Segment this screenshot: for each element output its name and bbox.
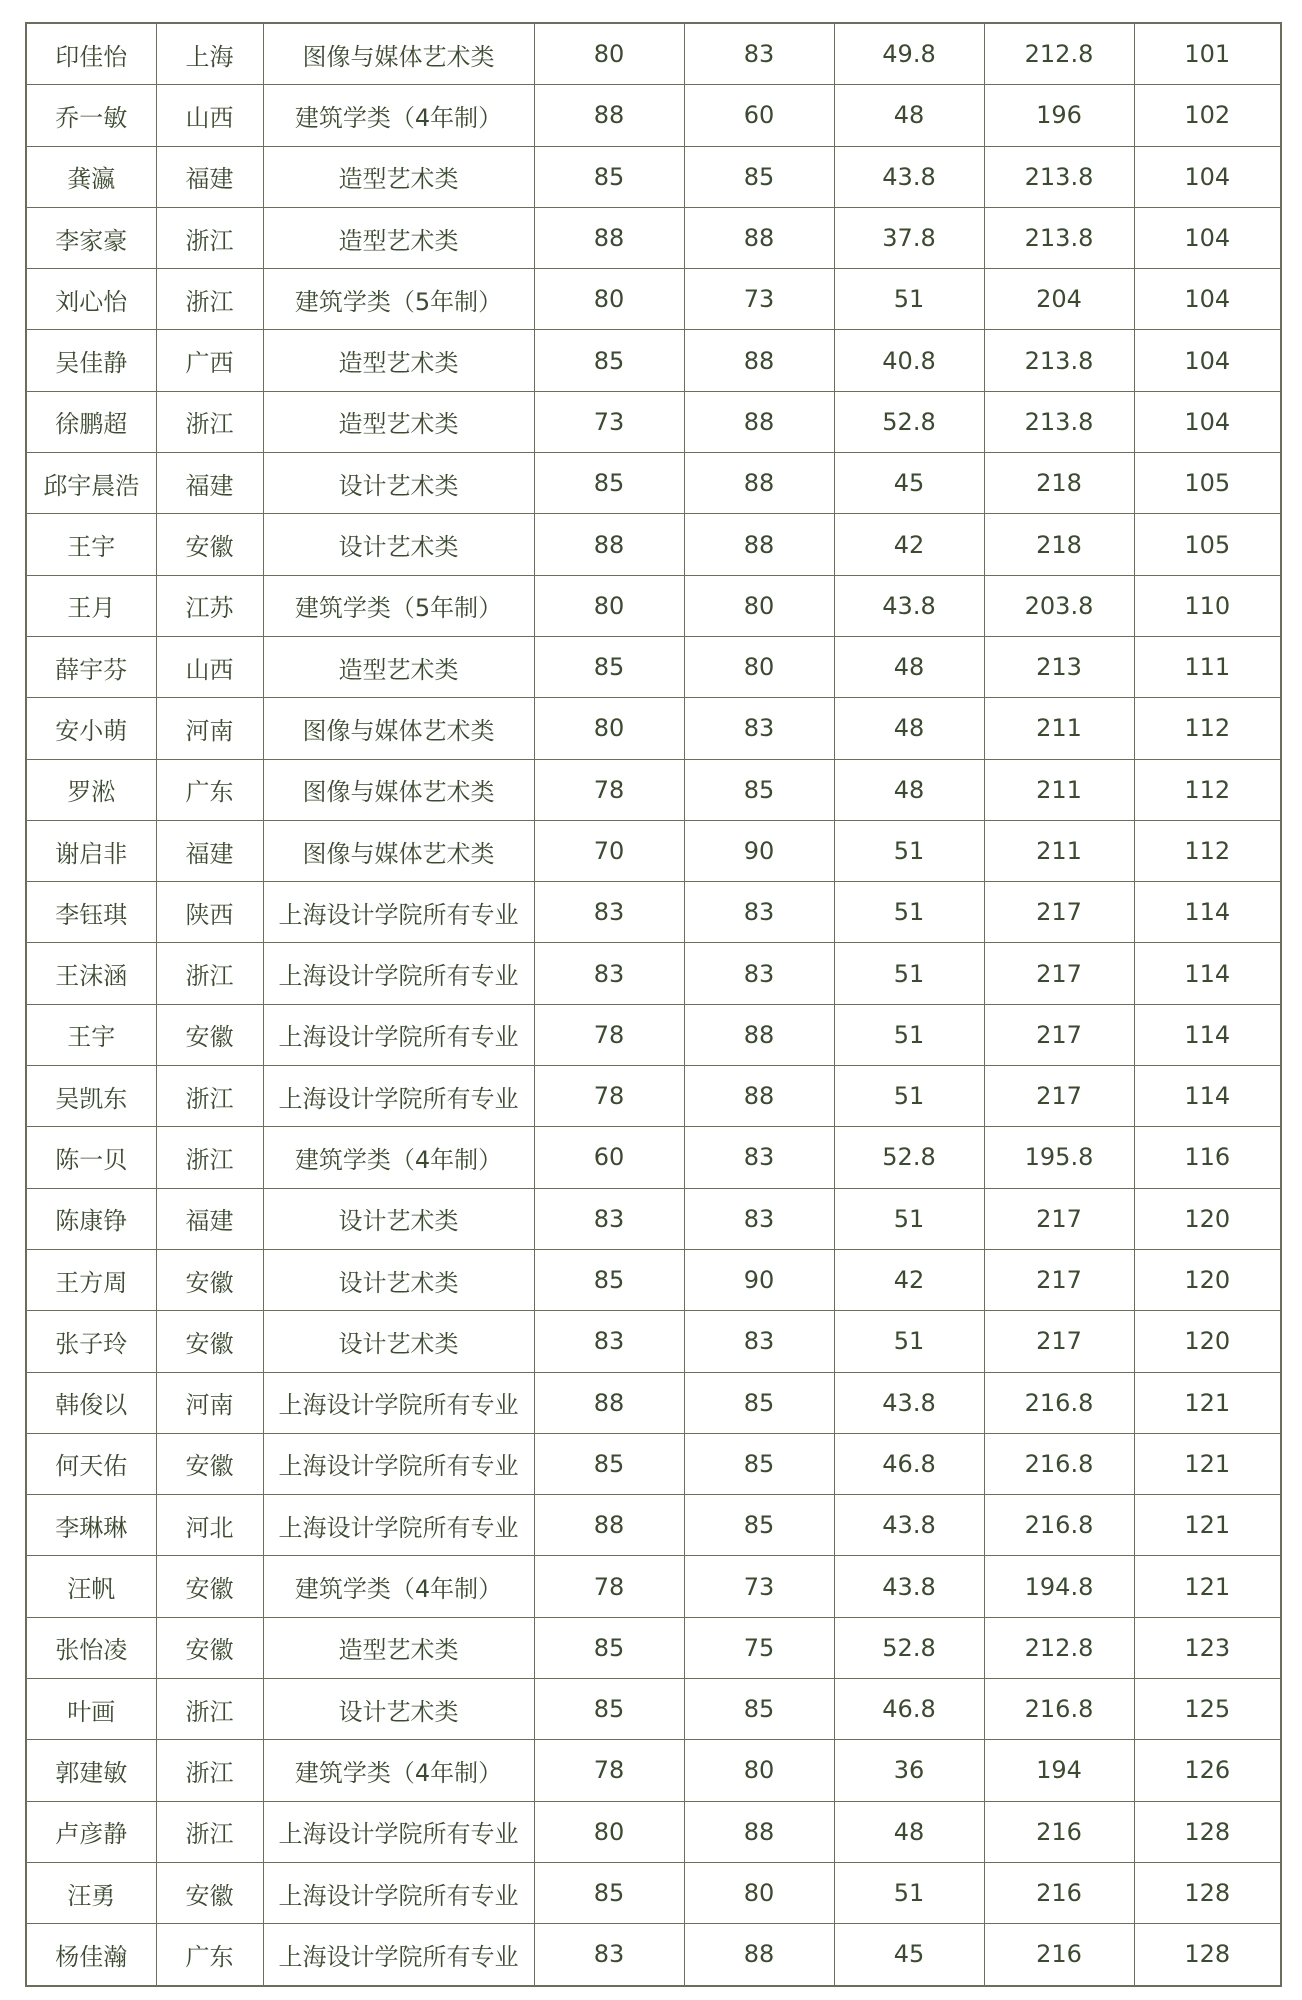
total-cell: 212.8 bbox=[984, 23, 1134, 85]
total-cell: 213.8 bbox=[984, 146, 1134, 207]
major-cell: 图像与媒体艺术类 bbox=[263, 820, 534, 881]
rank-cell: 110 bbox=[1134, 575, 1281, 636]
total-cell: 216 bbox=[984, 1924, 1134, 1986]
table-row bbox=[26, 1127, 1281, 1188]
name-cell: 张怡凌 bbox=[26, 1617, 156, 1678]
major-cell: 造型艺术类 bbox=[263, 146, 534, 207]
score-1-cell: 85 bbox=[534, 453, 684, 514]
major-cell: 上海设计学院所有专业 bbox=[263, 1372, 534, 1433]
table-row bbox=[26, 1433, 1281, 1494]
score-2-cell: 80 bbox=[684, 1862, 834, 1923]
rank-cell: 104 bbox=[1134, 330, 1281, 391]
province-cell: 福建 bbox=[156, 1188, 263, 1249]
major-cell: 设计艺术类 bbox=[263, 1249, 534, 1310]
name-cell: 龚瀛 bbox=[26, 146, 156, 207]
rank-cell: 121 bbox=[1134, 1495, 1281, 1556]
score-3-cell: 48 bbox=[834, 85, 984, 146]
table-row bbox=[26, 1188, 1281, 1249]
province-cell: 浙江 bbox=[156, 1127, 263, 1188]
major-cell: 建筑学类（5年制） bbox=[263, 575, 534, 636]
rank-cell: 121 bbox=[1134, 1433, 1281, 1494]
major-cell: 造型艺术类 bbox=[263, 207, 534, 268]
score-2-cell: 85 bbox=[684, 1679, 834, 1740]
table-row bbox=[26, 943, 1281, 1004]
province-cell: 安徽 bbox=[156, 1249, 263, 1310]
name-cell: 王沫涵 bbox=[26, 943, 156, 1004]
table-row bbox=[26, 330, 1281, 391]
province-cell: 安徽 bbox=[156, 1617, 263, 1678]
score-3-cell: 36 bbox=[834, 1740, 984, 1801]
province-cell: 安徽 bbox=[156, 1004, 263, 1065]
score-1-cell: 70 bbox=[534, 820, 684, 881]
province-cell: 陕西 bbox=[156, 882, 263, 943]
name-cell: 陈康铮 bbox=[26, 1188, 156, 1249]
table-row bbox=[26, 1679, 1281, 1740]
major-cell: 上海设计学院所有专业 bbox=[263, 882, 534, 943]
score-3-cell: 52.8 bbox=[834, 1617, 984, 1678]
score-2-cell: 88 bbox=[684, 1924, 834, 1986]
score-2-cell: 88 bbox=[684, 514, 834, 575]
table-row bbox=[26, 1066, 1281, 1127]
score-3-cell: 46.8 bbox=[834, 1679, 984, 1740]
major-cell: 上海设计学院所有专业 bbox=[263, 1924, 534, 1986]
rank-cell: 112 bbox=[1134, 820, 1281, 881]
name-cell: 韩俊以 bbox=[26, 1372, 156, 1433]
score-1-cell: 85 bbox=[534, 1862, 684, 1923]
score-2-cell: 83 bbox=[684, 1127, 834, 1188]
total-cell: 217 bbox=[984, 1249, 1134, 1310]
province-cell: 福建 bbox=[156, 453, 263, 514]
total-cell: 216 bbox=[984, 1862, 1134, 1923]
name-cell: 安小萌 bbox=[26, 698, 156, 759]
total-cell: 216.8 bbox=[984, 1433, 1134, 1494]
score-1-cell: 83 bbox=[534, 1311, 684, 1372]
name-cell: 印佳怡 bbox=[26, 23, 156, 85]
rank-cell: 114 bbox=[1134, 1066, 1281, 1127]
score-2-cell: 73 bbox=[684, 269, 834, 330]
province-cell: 山西 bbox=[156, 636, 263, 697]
score-3-cell: 43.8 bbox=[834, 575, 984, 636]
score-2-cell: 85 bbox=[684, 759, 834, 820]
table-row bbox=[26, 1801, 1281, 1862]
score-3-cell: 46.8 bbox=[834, 1433, 984, 1494]
major-cell: 设计艺术类 bbox=[263, 453, 534, 514]
table-row bbox=[26, 1862, 1281, 1923]
province-cell: 浙江 bbox=[156, 1066, 263, 1127]
table-row bbox=[26, 1249, 1281, 1310]
name-cell: 王方周 bbox=[26, 1249, 156, 1310]
score-2-cell: 80 bbox=[684, 636, 834, 697]
total-cell: 213.8 bbox=[984, 330, 1134, 391]
score-2-cell: 88 bbox=[684, 1801, 834, 1862]
major-cell: 图像与媒体艺术类 bbox=[263, 759, 534, 820]
total-cell: 218 bbox=[984, 453, 1134, 514]
table-row bbox=[26, 391, 1281, 452]
total-cell: 213.8 bbox=[984, 207, 1134, 268]
major-cell: 上海设计学院所有专业 bbox=[263, 1495, 534, 1556]
rank-cell: 128 bbox=[1134, 1801, 1281, 1862]
name-cell: 吴佳静 bbox=[26, 330, 156, 391]
table-row bbox=[26, 453, 1281, 514]
major-cell: 上海设计学院所有专业 bbox=[263, 1801, 534, 1862]
name-cell: 王宇 bbox=[26, 1004, 156, 1065]
score-2-cell: 85 bbox=[684, 1495, 834, 1556]
major-cell: 上海设计学院所有专业 bbox=[263, 1862, 534, 1923]
province-cell: 安徽 bbox=[156, 1862, 263, 1923]
score-3-cell: 45 bbox=[834, 453, 984, 514]
score-3-cell: 43.8 bbox=[834, 1372, 984, 1433]
major-cell: 建筑学类（4年制） bbox=[263, 85, 534, 146]
name-cell: 吴凯东 bbox=[26, 1066, 156, 1127]
province-cell: 浙江 bbox=[156, 1801, 263, 1862]
rank-cell: 114 bbox=[1134, 882, 1281, 943]
name-cell: 陈一贝 bbox=[26, 1127, 156, 1188]
rank-cell: 101 bbox=[1134, 23, 1281, 85]
score-3-cell: 52.8 bbox=[834, 391, 984, 452]
score-2-cell: 90 bbox=[684, 820, 834, 881]
total-cell: 217 bbox=[984, 1066, 1134, 1127]
major-cell: 设计艺术类 bbox=[263, 1679, 534, 1740]
score-1-cell: 85 bbox=[534, 1617, 684, 1678]
score-1-cell: 80 bbox=[534, 575, 684, 636]
score-3-cell: 42 bbox=[834, 514, 984, 575]
rank-cell: 114 bbox=[1134, 1004, 1281, 1065]
table-row bbox=[26, 1556, 1281, 1617]
table-row bbox=[26, 1495, 1281, 1556]
score-1-cell: 78 bbox=[534, 1066, 684, 1127]
score-2-cell: 88 bbox=[684, 1066, 834, 1127]
results-table bbox=[25, 22, 1282, 1987]
table-row bbox=[26, 269, 1281, 330]
score-3-cell: 42 bbox=[834, 1249, 984, 1310]
score-1-cell: 80 bbox=[534, 23, 684, 85]
score-1-cell: 88 bbox=[534, 1372, 684, 1433]
major-cell: 上海设计学院所有专业 bbox=[263, 1433, 534, 1494]
rank-cell: 125 bbox=[1134, 1679, 1281, 1740]
score-2-cell: 85 bbox=[684, 1372, 834, 1433]
score-1-cell: 80 bbox=[534, 269, 684, 330]
score-1-cell: 80 bbox=[534, 1801, 684, 1862]
name-cell: 薛宇芬 bbox=[26, 636, 156, 697]
name-cell: 邱宇晨浩 bbox=[26, 453, 156, 514]
name-cell: 罗淞 bbox=[26, 759, 156, 820]
score-2-cell: 83 bbox=[684, 698, 834, 759]
name-cell: 徐鹏超 bbox=[26, 391, 156, 452]
province-cell: 福建 bbox=[156, 146, 263, 207]
score-3-cell: 43.8 bbox=[834, 1556, 984, 1617]
table-row bbox=[26, 575, 1281, 636]
score-1-cell: 80 bbox=[534, 698, 684, 759]
major-cell: 图像与媒体艺术类 bbox=[263, 698, 534, 759]
score-3-cell: 48 bbox=[834, 698, 984, 759]
total-cell: 194 bbox=[984, 1740, 1134, 1801]
score-3-cell: 51 bbox=[834, 1311, 984, 1372]
major-cell: 建筑学类（4年制） bbox=[263, 1740, 534, 1801]
table-row bbox=[26, 1617, 1281, 1678]
province-cell: 上海 bbox=[156, 23, 263, 85]
major-cell: 造型艺术类 bbox=[263, 391, 534, 452]
total-cell: 196 bbox=[984, 85, 1134, 146]
score-1-cell: 85 bbox=[534, 1679, 684, 1740]
rank-cell: 112 bbox=[1134, 698, 1281, 759]
score-1-cell: 85 bbox=[534, 1433, 684, 1494]
score-2-cell: 88 bbox=[684, 330, 834, 391]
score-2-cell: 85 bbox=[684, 1433, 834, 1494]
table-row bbox=[26, 514, 1281, 575]
province-cell: 安徽 bbox=[156, 1433, 263, 1494]
score-2-cell: 60 bbox=[684, 85, 834, 146]
rank-cell: 120 bbox=[1134, 1188, 1281, 1249]
score-1-cell: 83 bbox=[534, 882, 684, 943]
name-cell: 何天佑 bbox=[26, 1433, 156, 1494]
name-cell: 汪帆 bbox=[26, 1556, 156, 1617]
name-cell: 卢彦静 bbox=[26, 1801, 156, 1862]
name-cell: 李琳琳 bbox=[26, 1495, 156, 1556]
score-1-cell: 88 bbox=[534, 1495, 684, 1556]
score-1-cell: 85 bbox=[534, 330, 684, 391]
score-2-cell: 75 bbox=[684, 1617, 834, 1678]
score-2-cell: 85 bbox=[684, 146, 834, 207]
score-1-cell: 88 bbox=[534, 207, 684, 268]
score-3-cell: 48 bbox=[834, 1801, 984, 1862]
table-row bbox=[26, 759, 1281, 820]
score-3-cell: 45 bbox=[834, 1924, 984, 1986]
major-cell: 上海设计学院所有专业 bbox=[263, 1066, 534, 1127]
score-1-cell: 85 bbox=[534, 146, 684, 207]
score-3-cell: 52.8 bbox=[834, 1127, 984, 1188]
name-cell: 李家豪 bbox=[26, 207, 156, 268]
table-row bbox=[26, 820, 1281, 881]
total-cell: 216 bbox=[984, 1801, 1134, 1862]
score-3-cell: 51 bbox=[834, 1862, 984, 1923]
name-cell: 谢启非 bbox=[26, 820, 156, 881]
score-1-cell: 85 bbox=[534, 636, 684, 697]
score-1-cell: 83 bbox=[534, 1188, 684, 1249]
rank-cell: 104 bbox=[1134, 269, 1281, 330]
name-cell: 刘心怡 bbox=[26, 269, 156, 330]
score-1-cell: 78 bbox=[534, 1740, 684, 1801]
rank-cell: 104 bbox=[1134, 207, 1281, 268]
name-cell: 叶画 bbox=[26, 1679, 156, 1740]
rank-cell: 111 bbox=[1134, 636, 1281, 697]
score-1-cell: 85 bbox=[534, 1249, 684, 1310]
total-cell: 217 bbox=[984, 882, 1134, 943]
table-row bbox=[26, 23, 1281, 85]
table-row bbox=[26, 636, 1281, 697]
name-cell: 王宇 bbox=[26, 514, 156, 575]
score-3-cell: 43.8 bbox=[834, 1495, 984, 1556]
major-cell: 造型艺术类 bbox=[263, 1617, 534, 1678]
score-1-cell: 78 bbox=[534, 1556, 684, 1617]
score-1-cell: 78 bbox=[534, 759, 684, 820]
province-cell: 浙江 bbox=[156, 1740, 263, 1801]
table-row bbox=[26, 1004, 1281, 1065]
score-2-cell: 88 bbox=[684, 391, 834, 452]
rank-cell: 120 bbox=[1134, 1311, 1281, 1372]
score-1-cell: 88 bbox=[534, 514, 684, 575]
score-1-cell: 78 bbox=[534, 1004, 684, 1065]
score-3-cell: 51 bbox=[834, 269, 984, 330]
total-cell: 216.8 bbox=[984, 1495, 1134, 1556]
total-cell: 216.8 bbox=[984, 1372, 1134, 1433]
table-row bbox=[26, 146, 1281, 207]
rank-cell: 121 bbox=[1134, 1556, 1281, 1617]
major-cell: 设计艺术类 bbox=[263, 1311, 534, 1372]
name-cell: 杨佳瀚 bbox=[26, 1924, 156, 1986]
score-2-cell: 83 bbox=[684, 882, 834, 943]
major-cell: 建筑学类（4年制） bbox=[263, 1556, 534, 1617]
province-cell: 河北 bbox=[156, 1495, 263, 1556]
name-cell: 李钰琪 bbox=[26, 882, 156, 943]
score-3-cell: 51 bbox=[834, 1188, 984, 1249]
total-cell: 194.8 bbox=[984, 1556, 1134, 1617]
province-cell: 浙江 bbox=[156, 391, 263, 452]
rank-cell: 104 bbox=[1134, 146, 1281, 207]
score-2-cell: 83 bbox=[684, 23, 834, 85]
rank-cell: 128 bbox=[1134, 1862, 1281, 1923]
province-cell: 安徽 bbox=[156, 1311, 263, 1372]
total-cell: 213.8 bbox=[984, 391, 1134, 452]
score-2-cell: 88 bbox=[684, 453, 834, 514]
score-1-cell: 83 bbox=[534, 1924, 684, 1986]
rank-cell: 104 bbox=[1134, 391, 1281, 452]
major-cell: 造型艺术类 bbox=[263, 330, 534, 391]
major-cell: 建筑学类（4年制） bbox=[263, 1127, 534, 1188]
score-3-cell: 51 bbox=[834, 820, 984, 881]
name-cell: 王月 bbox=[26, 575, 156, 636]
score-2-cell: 90 bbox=[684, 1249, 834, 1310]
score-2-cell: 83 bbox=[684, 943, 834, 1004]
major-cell: 建筑学类（5年制） bbox=[263, 269, 534, 330]
table-row bbox=[26, 85, 1281, 146]
total-cell: 217 bbox=[984, 1311, 1134, 1372]
rank-cell: 114 bbox=[1134, 943, 1281, 1004]
province-cell: 浙江 bbox=[156, 269, 263, 330]
rank-cell: 102 bbox=[1134, 85, 1281, 146]
rank-cell: 121 bbox=[1134, 1372, 1281, 1433]
major-cell: 造型艺术类 bbox=[263, 636, 534, 697]
score-2-cell: 83 bbox=[684, 1188, 834, 1249]
table-row bbox=[26, 1372, 1281, 1433]
major-cell: 图像与媒体艺术类 bbox=[263, 23, 534, 85]
table-row bbox=[26, 882, 1281, 943]
score-2-cell: 80 bbox=[684, 575, 834, 636]
province-cell: 安徽 bbox=[156, 514, 263, 575]
score-3-cell: 43.8 bbox=[834, 146, 984, 207]
table-row bbox=[26, 1924, 1281, 1986]
score-3-cell: 37.8 bbox=[834, 207, 984, 268]
score-2-cell: 88 bbox=[684, 207, 834, 268]
province-cell: 广东 bbox=[156, 759, 263, 820]
score-2-cell: 88 bbox=[684, 1004, 834, 1065]
rank-cell: 105 bbox=[1134, 453, 1281, 514]
province-cell: 安徽 bbox=[156, 1556, 263, 1617]
province-cell: 山西 bbox=[156, 85, 263, 146]
rank-cell: 128 bbox=[1134, 1924, 1281, 1986]
score-3-cell: 51 bbox=[834, 943, 984, 1004]
name-cell: 张子玲 bbox=[26, 1311, 156, 1372]
major-cell: 设计艺术类 bbox=[263, 1188, 534, 1249]
total-cell: 217 bbox=[984, 943, 1134, 1004]
table-row bbox=[26, 1740, 1281, 1801]
score-3-cell: 49.8 bbox=[834, 23, 984, 85]
score-2-cell: 73 bbox=[684, 1556, 834, 1617]
major-cell: 上海设计学院所有专业 bbox=[263, 1004, 534, 1065]
total-cell: 195.8 bbox=[984, 1127, 1134, 1188]
province-cell: 河南 bbox=[156, 1372, 263, 1433]
total-cell: 211 bbox=[984, 820, 1134, 881]
score-3-cell: 51 bbox=[834, 1004, 984, 1065]
score-1-cell: 60 bbox=[534, 1127, 684, 1188]
rank-cell: 112 bbox=[1134, 759, 1281, 820]
score-1-cell: 83 bbox=[534, 943, 684, 1004]
total-cell: 211 bbox=[984, 698, 1134, 759]
province-cell: 浙江 bbox=[156, 207, 263, 268]
rank-cell: 120 bbox=[1134, 1249, 1281, 1310]
total-cell: 204 bbox=[984, 269, 1134, 330]
score-2-cell: 83 bbox=[684, 1311, 834, 1372]
score-3-cell: 48 bbox=[834, 759, 984, 820]
major-cell: 设计艺术类 bbox=[263, 514, 534, 575]
score-3-cell: 51 bbox=[834, 882, 984, 943]
score-3-cell: 40.8 bbox=[834, 330, 984, 391]
major-cell: 上海设计学院所有专业 bbox=[263, 943, 534, 1004]
province-cell: 福建 bbox=[156, 820, 263, 881]
table-row bbox=[26, 207, 1281, 268]
province-cell: 浙江 bbox=[156, 943, 263, 1004]
total-cell: 213 bbox=[984, 636, 1134, 697]
province-cell: 江苏 bbox=[156, 575, 263, 636]
score-3-cell: 48 bbox=[834, 636, 984, 697]
name-cell: 郭建敏 bbox=[26, 1740, 156, 1801]
name-cell: 乔一敏 bbox=[26, 85, 156, 146]
score-3-cell: 51 bbox=[834, 1066, 984, 1127]
total-cell: 216.8 bbox=[984, 1679, 1134, 1740]
score-2-cell: 80 bbox=[684, 1740, 834, 1801]
total-cell: 218 bbox=[984, 514, 1134, 575]
name-cell: 汪勇 bbox=[26, 1862, 156, 1923]
table-body bbox=[26, 23, 1281, 1986]
rank-cell: 123 bbox=[1134, 1617, 1281, 1678]
province-cell: 广东 bbox=[156, 1924, 263, 1986]
total-cell: 211 bbox=[984, 759, 1134, 820]
total-cell: 217 bbox=[984, 1004, 1134, 1065]
province-cell: 河南 bbox=[156, 698, 263, 759]
total-cell: 212.8 bbox=[984, 1617, 1134, 1678]
total-cell: 217 bbox=[984, 1188, 1134, 1249]
table-row bbox=[26, 1311, 1281, 1372]
province-cell: 广西 bbox=[156, 330, 263, 391]
score-1-cell: 73 bbox=[534, 391, 684, 452]
rank-cell: 126 bbox=[1134, 1740, 1281, 1801]
rank-cell: 116 bbox=[1134, 1127, 1281, 1188]
total-cell: 203.8 bbox=[984, 575, 1134, 636]
table-row bbox=[26, 698, 1281, 759]
score-1-cell: 88 bbox=[534, 85, 684, 146]
rank-cell: 105 bbox=[1134, 514, 1281, 575]
province-cell: 浙江 bbox=[156, 1679, 263, 1740]
